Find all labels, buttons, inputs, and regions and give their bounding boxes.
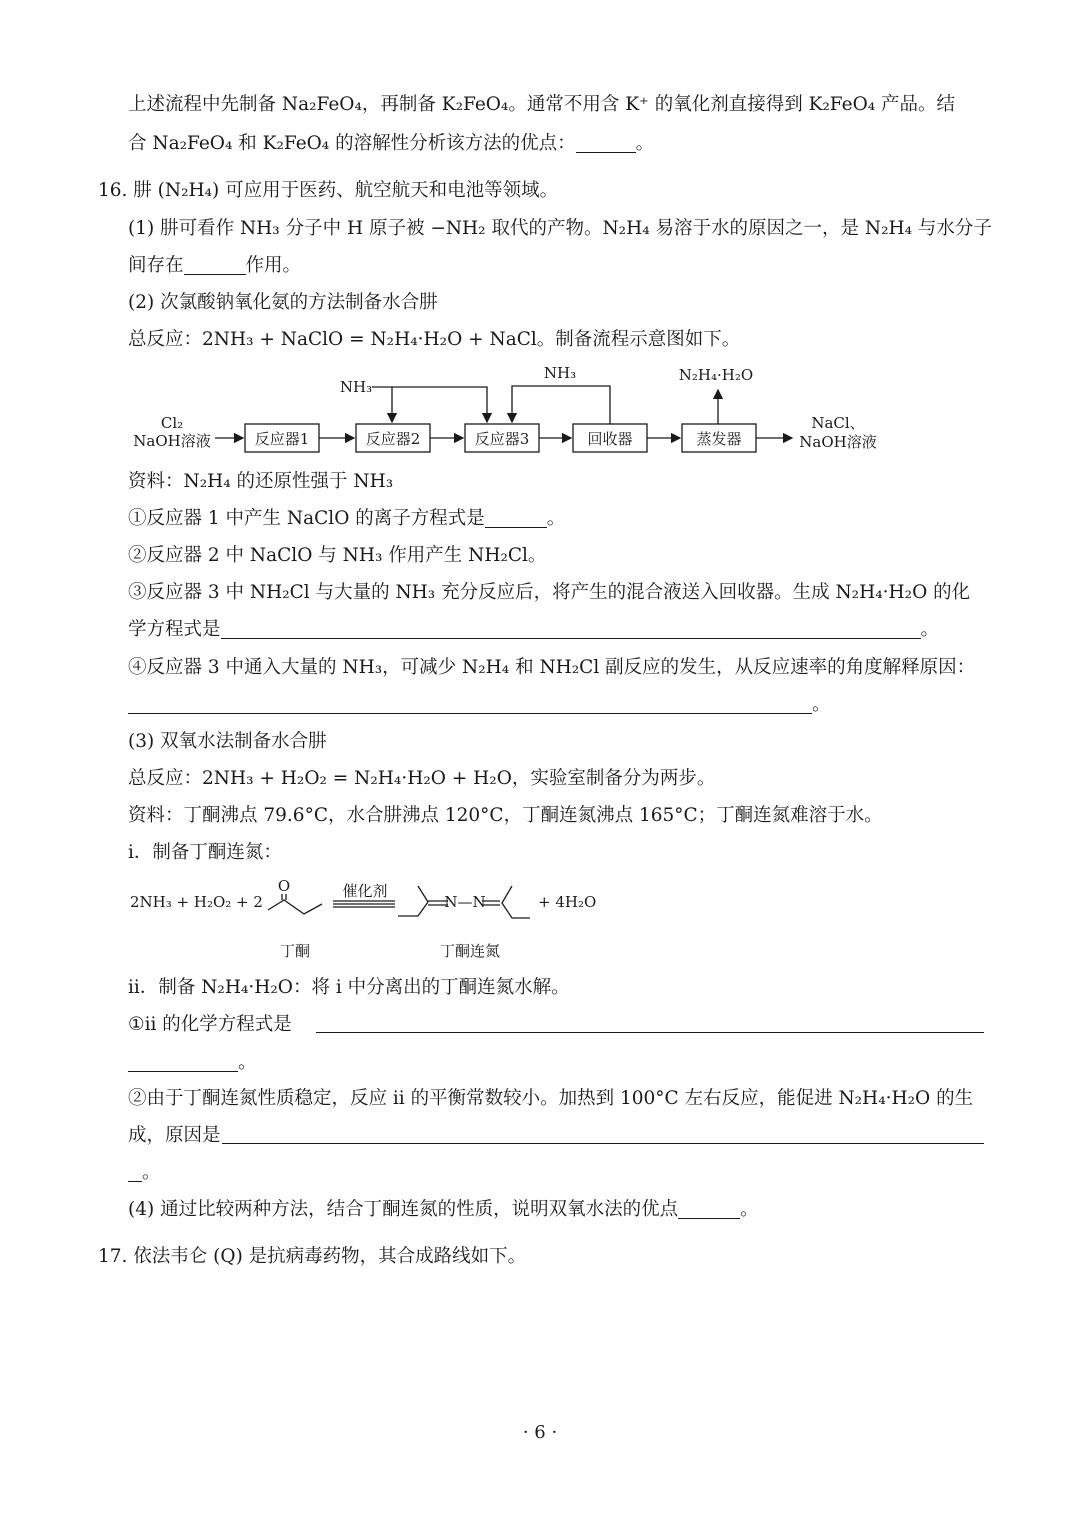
text-fragment: 。: [546, 508, 566, 529]
text-line: ③反应器 3 中 NH₂Cl 与大量的 NH₃ 充分反应后，将产生的混合液送入回收器。生成 N₂H₄·H₂O 的化: [128, 582, 971, 603]
answer-blank[interactable]: [576, 133, 636, 153]
text-line: ④反应器 3 中通入大量的 NH₃，可减少 N₂H₄ 和 NH₂Cl 副反应的发生，从反应速率的角度解释原因：: [128, 657, 976, 678]
azine-name: 丁酮连氮: [439, 942, 501, 960]
answer-blank[interactable]: [316, 1032, 984, 1033]
text-line: [128, 692, 831, 718]
text-line: i．制备丁酮连氮：: [128, 842, 282, 863]
text-fragment: (4) 通过比较两种方法，结合丁酮连氮的性质，说明双氧水法的优点: [128, 1199, 679, 1220]
text-line: (3) 双氧水法制备水合肼: [128, 731, 327, 752]
answer-blank[interactable]: [222, 1143, 984, 1144]
text-line: [128, 253, 301, 279]
text-line: ii．制备 N₂H₄·H₂O：将 i 中分离出的丁酮连氮水解。: [128, 977, 570, 998]
text-line: 总反应：2NH₃ + H₂O₂ = N₂H₄·H₂O + H₂O，实验室制备分为两步。: [128, 768, 716, 789]
feed-cl2-label: Cl₂: [160, 414, 184, 432]
text-line: ②反应器 2 中 NaClO 与 NH₃ 作用产生 NH₂Cl。: [128, 545, 547, 566]
text-line: [128, 1197, 759, 1223]
reaction-rhs: + 4H₂O: [538, 893, 597, 911]
text-fragment: 。: [142, 1162, 161, 1183]
azine-nn-label: N—N: [444, 893, 486, 911]
text-line: [128, 617, 939, 643]
answer-blank[interactable]: [128, 1052, 238, 1072]
process-flow-diagram: [120, 362, 900, 462]
answer-blank[interactable]: [485, 508, 547, 528]
nh3-recycle-label: NH₃: [543, 364, 577, 382]
text-fragment: 学方程式是: [128, 619, 221, 640]
answer-blank[interactable]: [128, 694, 812, 714]
text-line: [128, 131, 654, 157]
text-line: [128, 506, 565, 532]
nh3-feed-label: NH₃: [339, 378, 373, 396]
text-line: (2) 次氯酸钠氧化氨的方法制备水合肼: [128, 292, 438, 313]
text-line: 资料：N₂H₄ 的还原性强于 NH₃: [128, 471, 394, 492]
reactor-2-label: 反应器2: [365, 430, 421, 448]
text-fragment: 合 Na₂FeO₄ 和 K₂FeO₄ 的溶解性分析该方法的优点：: [128, 133, 576, 154]
question-16-title: 16. 肼 (N₂H₄) 可应用于医药、航空航天和电池等领域。: [98, 180, 559, 201]
feed-naoh-label: NaOH溶液: [133, 432, 211, 450]
reactor-1-label: 反应器1: [254, 430, 310, 448]
answer-blank[interactable]: [184, 255, 246, 275]
ketone-name: 丁酮: [279, 942, 311, 960]
output-label-1: NaCl、: [811, 414, 865, 432]
text-fragment: 。: [238, 1052, 257, 1073]
text-fragment: 。: [635, 133, 655, 154]
text-fragment: 。: [812, 694, 831, 715]
output-label-2: NaOH溶液: [799, 433, 877, 451]
text-line: [128, 1050, 257, 1076]
text-line: ②由于丁酮连氮性质稳定，反应 ii 的平衡常数较小。加热到 100°C 左右反应，能促进 N₂H₄·H₂O 的生: [128, 1088, 974, 1109]
product-label: N₂H₄·H₂O: [678, 366, 754, 384]
text-line: 上述流程中先制备 Na₂FeO₄，再制备 K₂FeO₄。通常不用含 K⁺ 的氧化剂直接得到 K₂FeO₄ 产品。结: [128, 94, 956, 115]
text-line: ①ii 的化学方程式是: [128, 1014, 292, 1035]
question-17-title: 17. 依法韦仑 (Q) 是抗病毒药物，其合成路线如下。: [98, 1246, 527, 1267]
text-line: 资料：丁酮沸点 79.6°C，水合肼沸点 120°C，丁酮连氮沸点 165°C；丁酮连氮难溶于水。: [128, 805, 883, 826]
reaction-lhs: 2NH₃ + H₂O₂ + 2: [130, 893, 263, 911]
butanone-structure: [268, 894, 322, 914]
text-line: 成，原因是: [128, 1125, 221, 1146]
text-line: [128, 1160, 161, 1186]
evaporator-label: 蒸发器: [696, 430, 742, 448]
carbonyl-o-label: O: [277, 877, 291, 895]
recovery-label: 回收器: [587, 430, 633, 448]
text-fragment: 间存在: [128, 255, 184, 276]
answer-blank[interactable]: [678, 1199, 740, 1219]
text-fragment: 。: [740, 1199, 759, 1220]
answer-blank[interactable]: [221, 619, 921, 639]
answer-blank[interactable]: [128, 1162, 142, 1182]
text-fragment: 。: [920, 619, 940, 640]
text-line: (1) 肼可看作 NH₃ 分子中 H 原子被 −NH₂ 取代的产物。N₂H₄ 易溶于水的原因之一，是 N₂H₄ 与水分子: [128, 218, 992, 239]
azine-reaction-scheme: [120, 872, 620, 964]
page-number: · 6 ·: [522, 1422, 558, 1443]
reaction-arrow: [333, 901, 395, 907]
reactor-3-label: 反应器3: [474, 430, 530, 448]
catalyst-label: 催化剂: [342, 882, 388, 900]
text-line: 总反应：2NH₃ + NaClO = N₂H₄·H₂O + NaCl。制备流程示意图如下。: [128, 329, 741, 350]
text-fragment: 作用。: [245, 255, 302, 276]
text-fragment: ①反应器 1 中产生 NaClO 的离子方程式是: [128, 508, 485, 529]
